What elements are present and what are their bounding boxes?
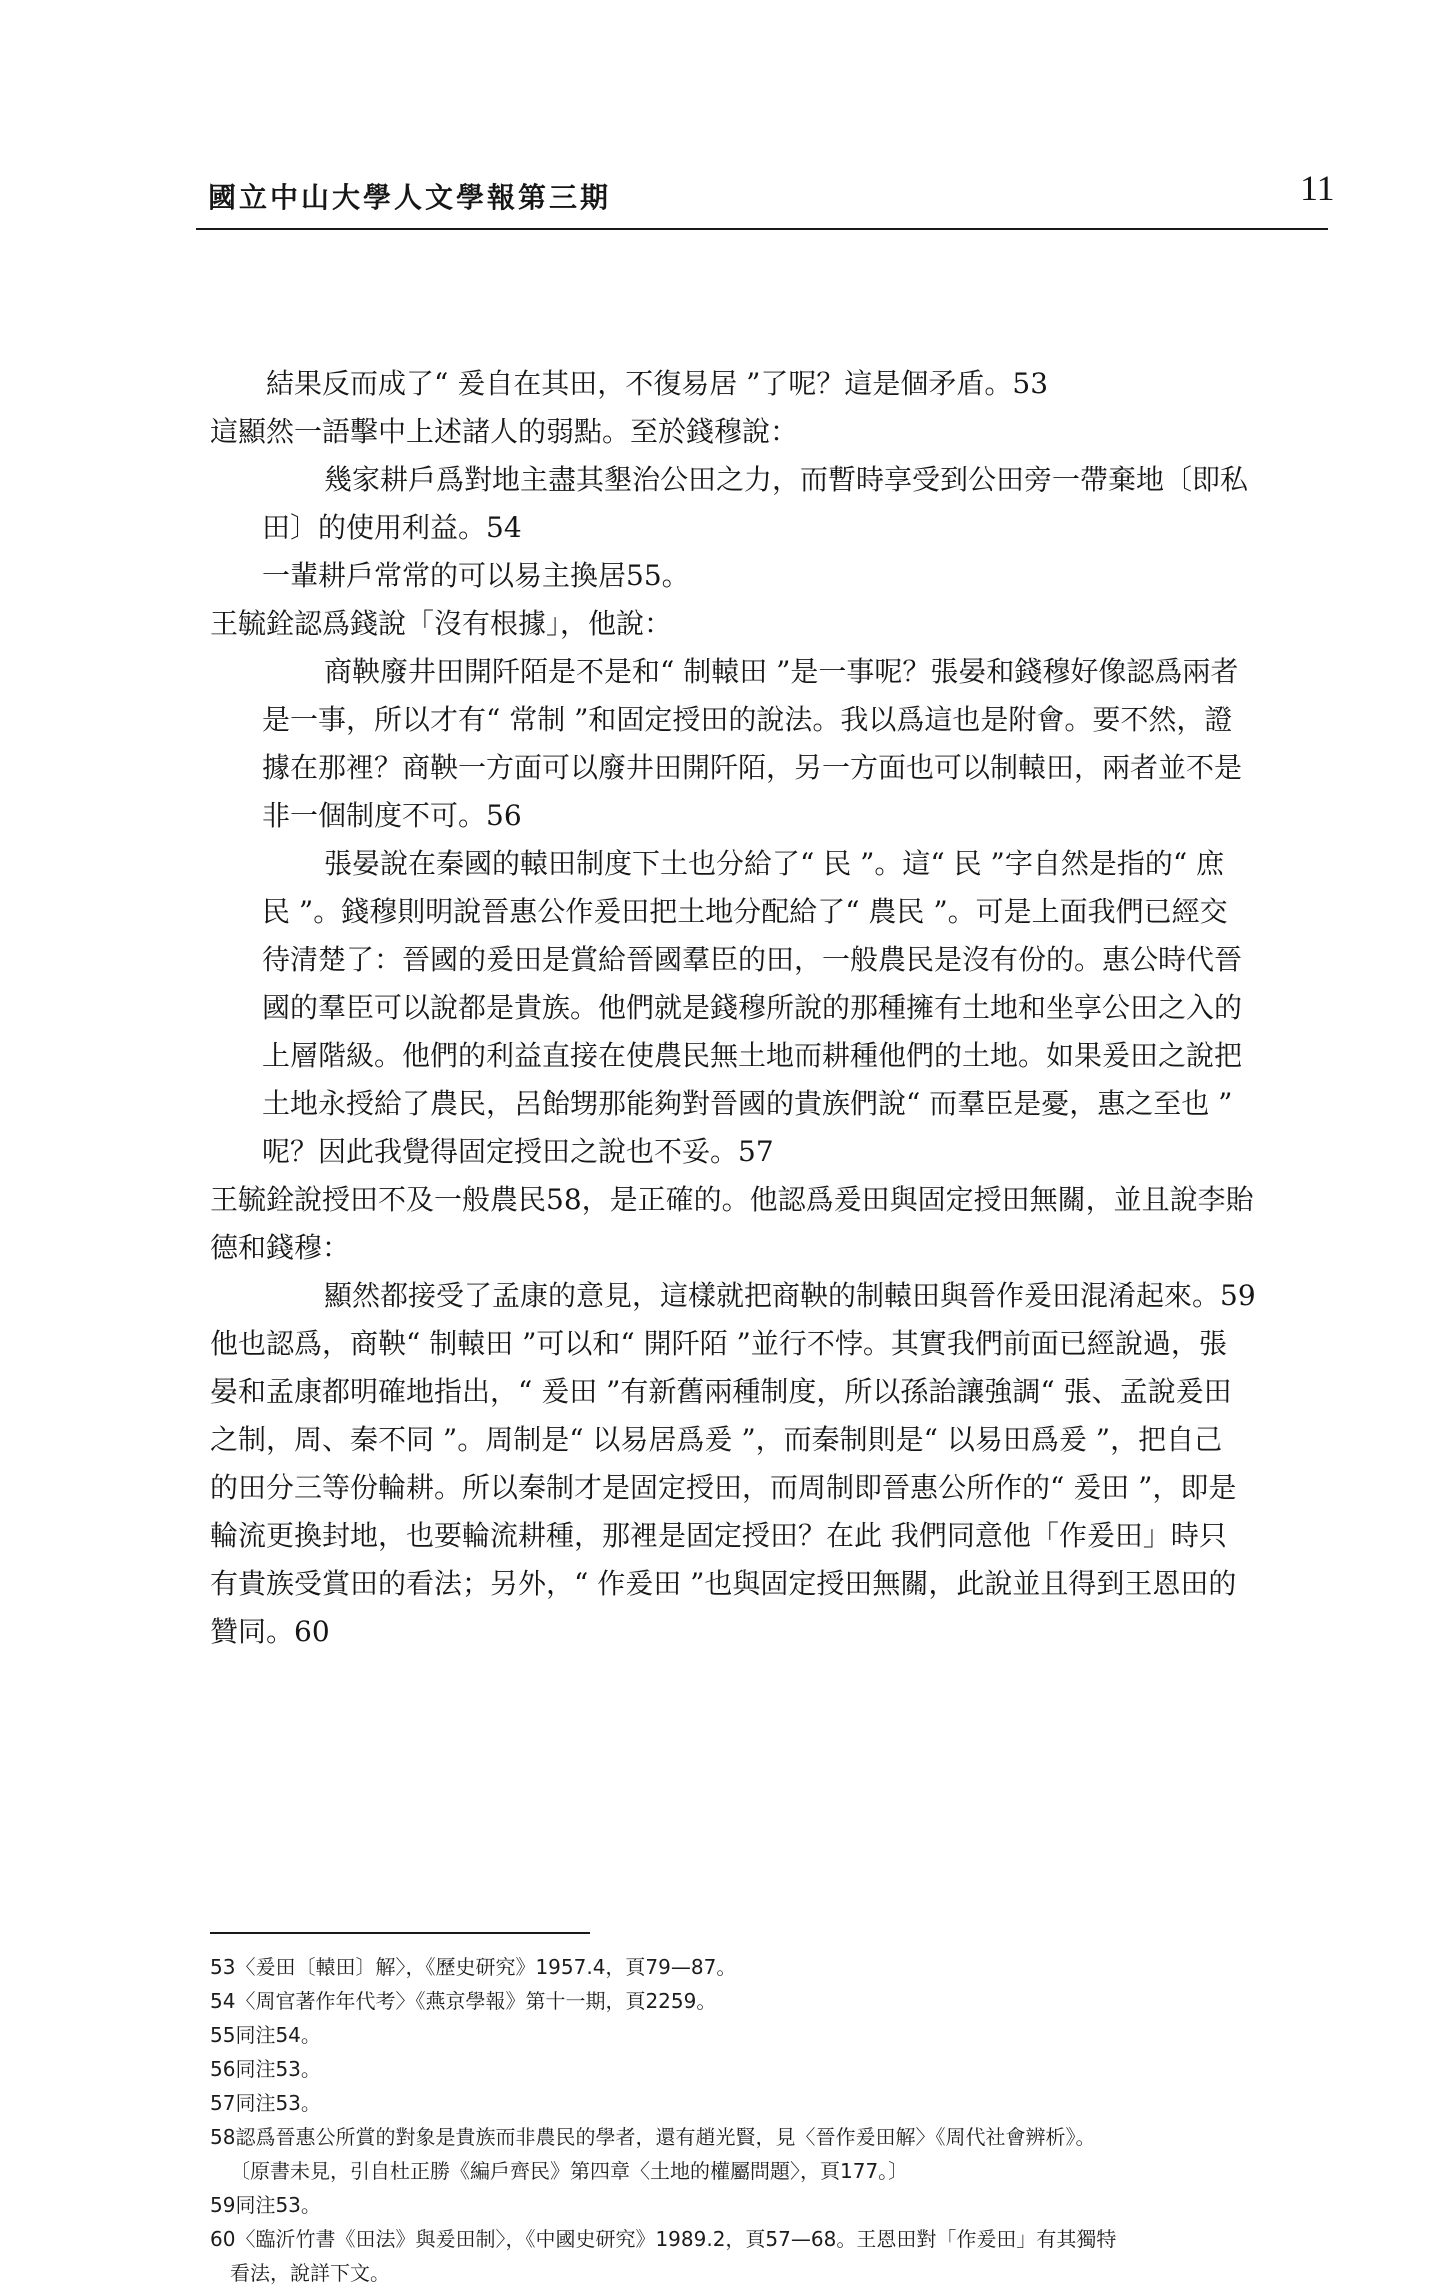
footnote: 59同注53。	[210, 2193, 321, 2217]
footnote: 53〈爰田〔轅田〕解〉，《歷史研究》1957.4，頁79—87。	[210, 1955, 737, 1979]
footnote: 55同注54。	[210, 2023, 321, 2047]
footnote-continuation: 看法，說詳下文。	[230, 2261, 390, 2285]
quote-line: 土地永授給了農民，呂飴甥那能夠對晉國的貴族們說“ 而羣臣是憂，惠之至也 ”	[262, 1087, 1233, 1120]
body-line: 王毓銓說授田不及一般農民58，是正確的。他認爲爰田與固定授田無關，並且說李貽	[210, 1183, 1254, 1216]
body-line: 他也認爲，商鞅“ 制轅田 ”可以和“ 開阡陌 ”並行不悖。其實我們前面已經說過，張	[210, 1327, 1227, 1360]
quote-line: 待清楚了：晉國的爰田是賞給晉國羣臣的田，一般農民是沒有份的。惠公時代晉	[262, 943, 1243, 976]
quote-line: 田〕的使用利益。54	[262, 511, 522, 544]
quote-line: 是一事，所以才有“ 常制 ”和固定授田的說法。我以爲這也是附會。要不然，證	[262, 703, 1233, 736]
footnote: 60〈臨沂竹書《田法》與爰田制〉，《中國史研究》1989.2，頁57—68。王恩田對「作爰田」有其獨特	[210, 2227, 1117, 2251]
journal-title: 國立中山大學人文學報第三期	[208, 181, 612, 214]
body-line: 結果反而成了“ 爰自在其田，不復易居 ”了呢？這是個矛盾。53	[266, 367, 1049, 400]
footnote-rule	[210, 1932, 590, 1934]
quote-line: 幾家耕戶爲對地主盡其墾治公田之力，而暫時享受到公田旁一帶棄地〔即私	[324, 463, 1249, 496]
body-text	[0, 360, 1433, 1656]
footnote: 58認爲晉惠公所賞的對象是貴族而非農民的學者，還有趙光賢，見〈晉作爰田解〉《周代社會辨析》。	[210, 2125, 1096, 2149]
header-rule	[196, 228, 1328, 230]
quote-line: 一輩耕戶常常的可以易主換居55。	[262, 559, 690, 592]
page-number: 11	[1300, 168, 1335, 208]
body-line: 的田分三等份輪耕。所以秦制才是固定授田，而周制即晉惠公所作的“ 爰田 ”，即是	[210, 1471, 1237, 1504]
footnote: 57同注53。	[210, 2091, 321, 2115]
body-line: 有貴族受賞田的看法；另外，“ 作爰田 ”也與固定授田無關，此說並且得到王恩田的	[210, 1567, 1237, 1600]
quote-line: 民 ”。錢穆則明說晉惠公作爰田把土地分配給了“ 農民 ”。可是上面我們已經交	[262, 895, 1228, 928]
footnote: 56同注53。	[210, 2057, 321, 2081]
quote-line: 國的羣臣可以說都是貴族。他們就是錢穆所說的那種擁有土地和坐享公田之入的	[262, 991, 1243, 1024]
body-line: 晏和孟康都明確地指出，“ 爰田 ”有新舊兩種制度，所以孫詒讓強調“ 張、孟說爰田	[210, 1375, 1232, 1408]
body-line: 贊同。60	[210, 1615, 330, 1648]
body-line: 這顯然一語擊中上述諸人的弱點。至於錢穆說：	[210, 415, 799, 448]
quote-line: 顯然都接受了孟康的意見，這樣就把商鞅的制轅田與晉作爰田混淆起來。59	[324, 1279, 1256, 1312]
quote-line: 張晏說在秦國的轅田制度下土也分給了“ 民 ”。這“ 民 ”字自然是指的“ 庶	[324, 847, 1225, 880]
footnote: 54〈周官著作年代考〉《燕京學報》第十一期，頁2259。	[210, 1989, 717, 2013]
body-line: 德和錢穆：	[210, 1231, 351, 1264]
footnotes	[210, 1950, 1320, 2290]
body-line: 王毓銓認爲錢說「沒有根據」，他說：	[210, 607, 673, 640]
body-line: 之制，周、秦不同 ”。周制是“ 以易居爲爰 ”，而秦制則是“ 以易田爲爰 ”，把自己	[210, 1423, 1223, 1456]
body-line: 輪流更換封地，也要輪流耕種，那裡是固定授田？在此 我們同意他「作爰田」時只	[210, 1519, 1227, 1552]
quote-line: 上層階級。他們的利益直接在使農民無土地而耕種他們的土地。如果爰田之說把	[262, 1039, 1243, 1072]
quote-line: 呢？因此我覺得固定授田之說也不妥。57	[262, 1135, 774, 1168]
quote-line: 據在那裡？商鞅一方面可以廢井田開阡陌，另一方面也可以制轅田，兩者並不是	[262, 751, 1243, 784]
quote-line: 非一個制度不可。56	[262, 799, 522, 832]
footnote-continuation: 〔原書未見，引自杜正勝《編戶齊民》第四章〈土地的權屬問題〉，頁177。〕	[230, 2159, 909, 2183]
quote-line: 商鞅廢井田開阡陌是不是和“ 制轅田 ”是一事呢？張晏和錢穆好像認爲兩者	[324, 655, 1239, 688]
